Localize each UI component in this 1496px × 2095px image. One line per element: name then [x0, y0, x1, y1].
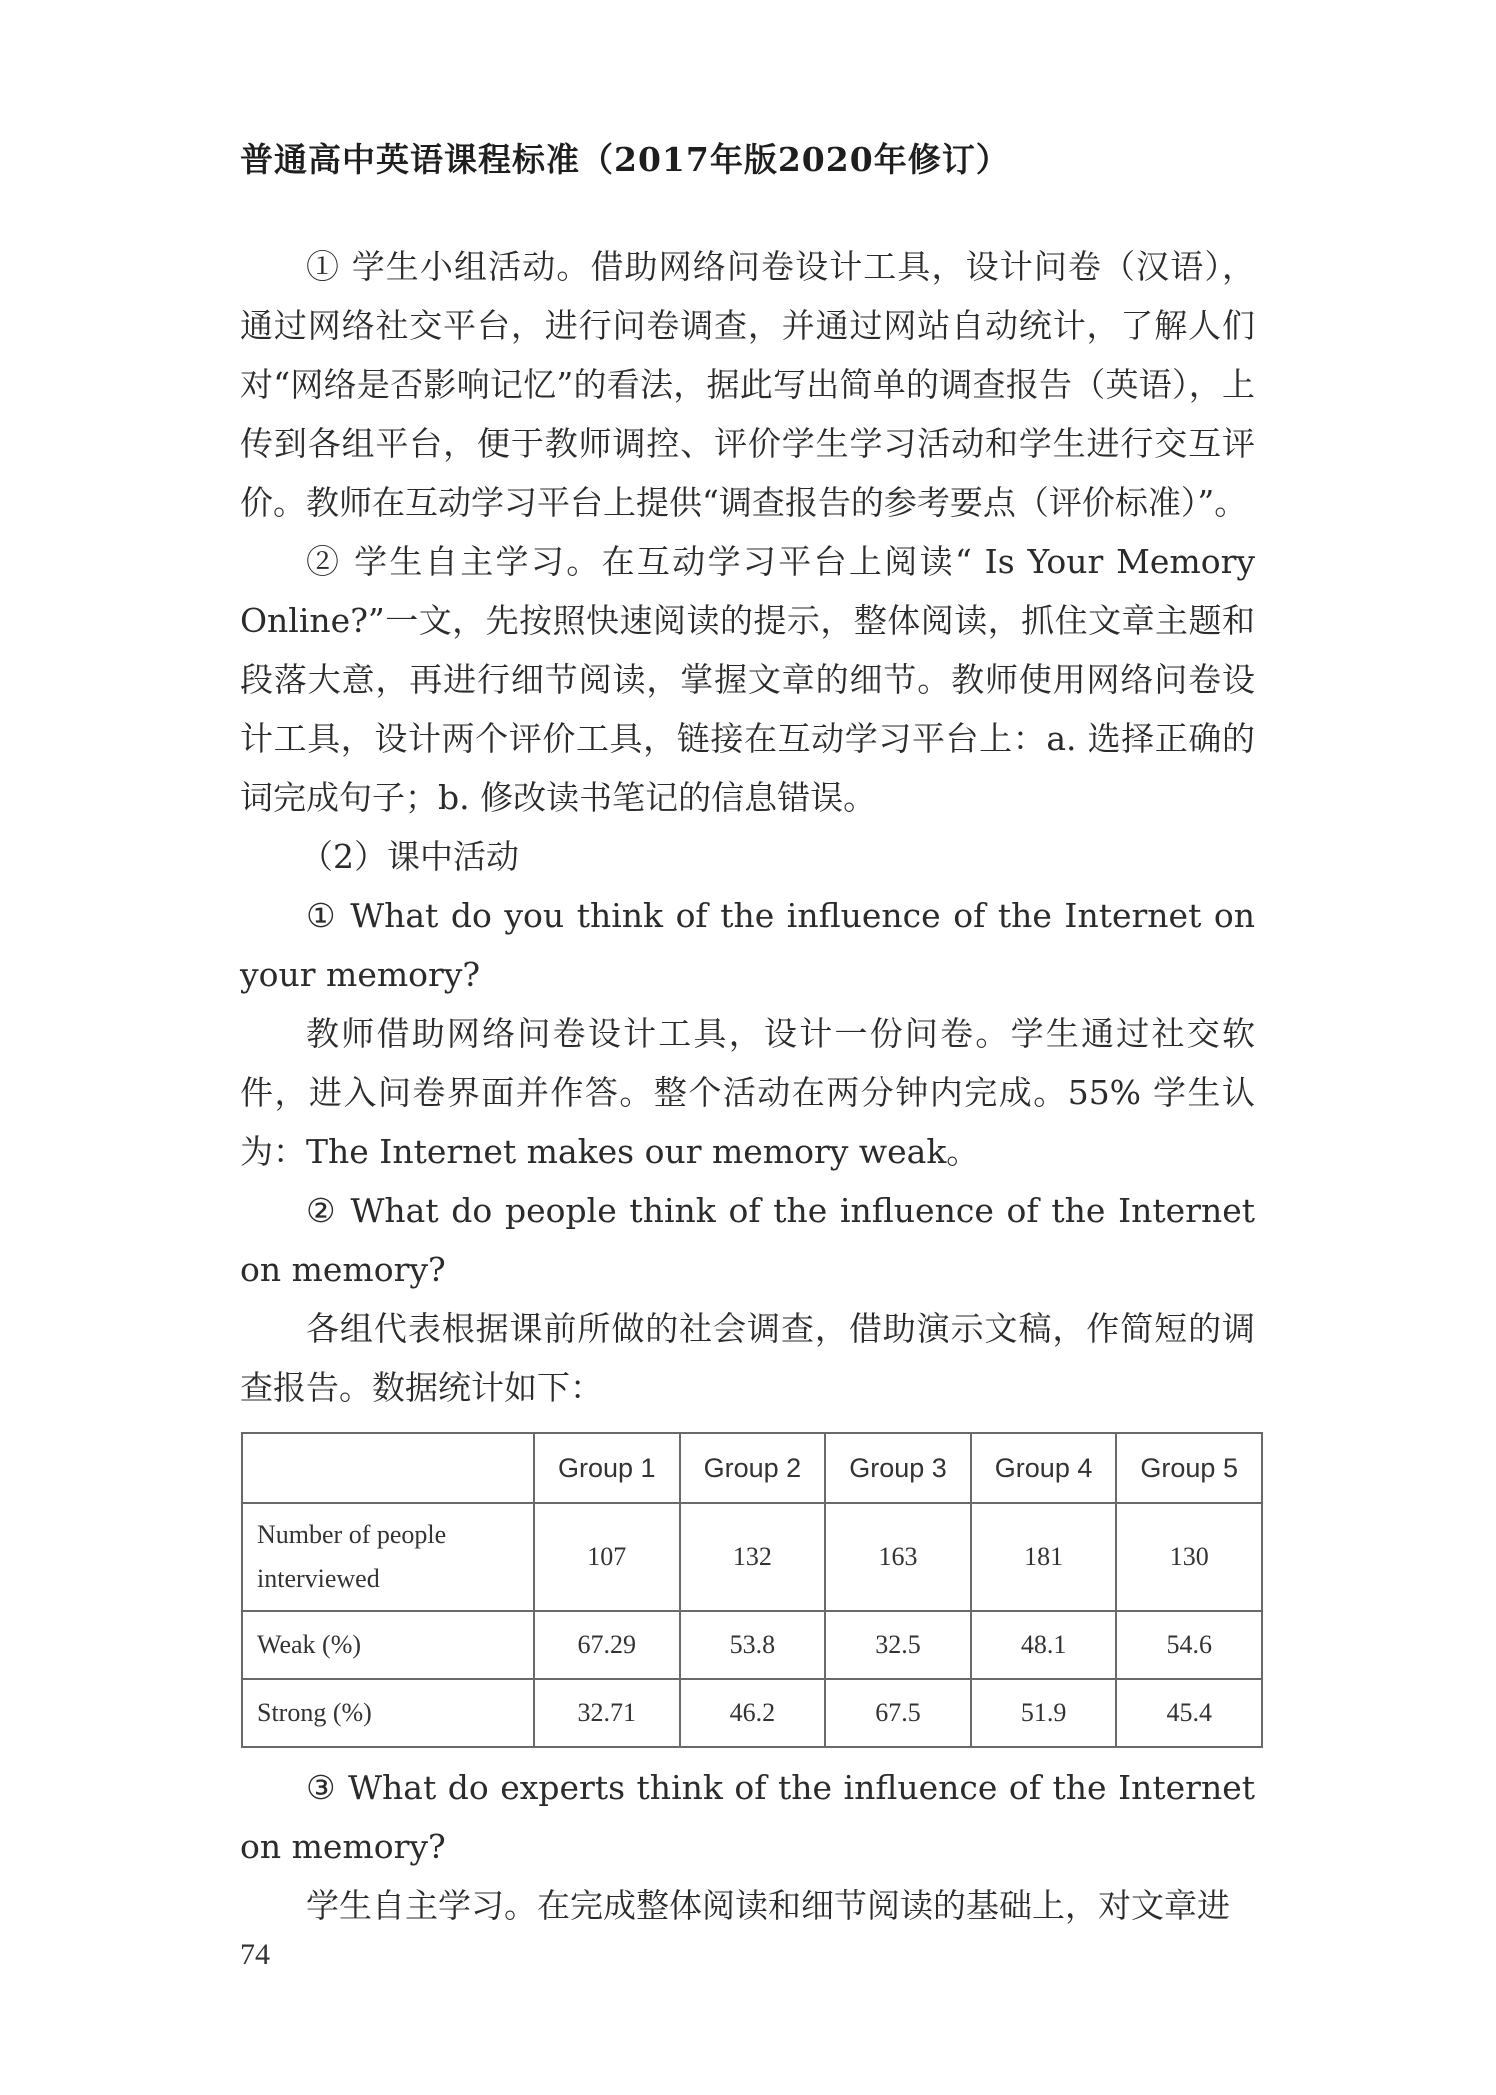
table-cell: 48.1 — [971, 1611, 1117, 1679]
table-row — [242, 1503, 1262, 1611]
table-cell: 181 — [971, 1503, 1117, 1611]
paragraph-question-1: 教师借助网络问卷设计工具，设计一份问卷。学生通过社交软件，进入问卷界面并作答。整个活动在两分钟内完成。55% 学生认为：The Internet makes our memory weak。 — [240, 1014, 1255, 1171]
survey-table — [241, 1432, 1263, 1748]
table-cell: 51.9 — [971, 1679, 1117, 1747]
row-label: Number of people interviewed — [242, 1503, 534, 1611]
table-header-cell: Group 4 — [971, 1433, 1117, 1503]
table-cell: 46.2 — [680, 1679, 826, 1747]
table-header-cell: Group 2 — [680, 1433, 826, 1503]
table-row — [242, 1611, 1262, 1679]
row-label: Weak (%) — [242, 1611, 534, 1679]
table-cell: 54.6 — [1116, 1611, 1262, 1679]
table-cell: 132 — [680, 1503, 826, 1611]
table-cell: 107 — [534, 1503, 680, 1611]
table-cell: 32.5 — [825, 1611, 971, 1679]
table-cell: 32.71 — [534, 1679, 680, 1747]
page-number: 74 — [240, 1938, 270, 1971]
table-cell: 67.29 — [534, 1611, 680, 1679]
paragraph-pre-class-2: ② 学生自主学习。在互动学习平台上阅读“ Is Your Memory Online?”一文，先按照快速阅读的提示，整体阅读，抓住文章主题和段落大意，再进行细节阅读，掌握文章的细节。教师使用网络问卷设计工具，设计两个评价工具，链接在互动学习平台上：a. 选择正确的词完成句子；b. 修改读书笔记的信息错误。 — [240, 542, 1255, 817]
table-cell: 67.5 — [825, 1679, 971, 1747]
paragraph-question-2: 各组代表根据课前所做的社会调查，借助演示文稿，作简短的调查报告。数据统计如下： — [240, 1309, 1255, 1407]
table-cell: 53.8 — [680, 1611, 826, 1679]
running-header: 普通高中英语课程标准（2017年版2020年修订） — [240, 140, 1010, 179]
row-label: Strong (%) — [242, 1679, 534, 1747]
table-header-cell: Group 1 — [534, 1433, 680, 1503]
table-row — [242, 1679, 1262, 1747]
table-cell: 130 — [1116, 1503, 1262, 1611]
table-header-row — [242, 1433, 1262, 1503]
table-header-cell: Group 3 — [825, 1433, 971, 1503]
table-cell: 45.4 — [1116, 1679, 1262, 1747]
paragraph-question-3: 学生自主学习。在完成整体阅读和细节阅读的基础上，对文章进 — [306, 1886, 1230, 1925]
table-header-cell: Group 5 — [1116, 1433, 1262, 1503]
question-3: ③ What do experts think of the influence of the Internet on memory? — [240, 1768, 1255, 1866]
body-text-bottom — [240, 1758, 1255, 1935]
table-cell: 163 — [825, 1503, 971, 1611]
paragraph-pre-class-1: ① 学生小组活动。借助网络问卷设计工具，设计问卷（汉语），通过网络社交平台，进行问卷调查，并通过网站自动统计，了解人们对“网络是否影响记忆”的看法，据此写出简单的调查报告（英语），上传到各组平台，便于教师调控、评价学生学习活动和学生进行交互评价。教师在互动学习平台上提供“调查报告的参考要点（评价标准）”。 — [240, 247, 1255, 522]
table-header-cell — [242, 1433, 534, 1503]
question-2: ② What do people think of the influence of the Internet on memory? — [240, 1191, 1255, 1289]
body-text-top — [240, 237, 1255, 1417]
question-1: ① What do you think of the influence of the Internet on your memory? — [240, 896, 1255, 994]
section-heading-in-class: （2）课中活动 — [300, 837, 519, 876]
